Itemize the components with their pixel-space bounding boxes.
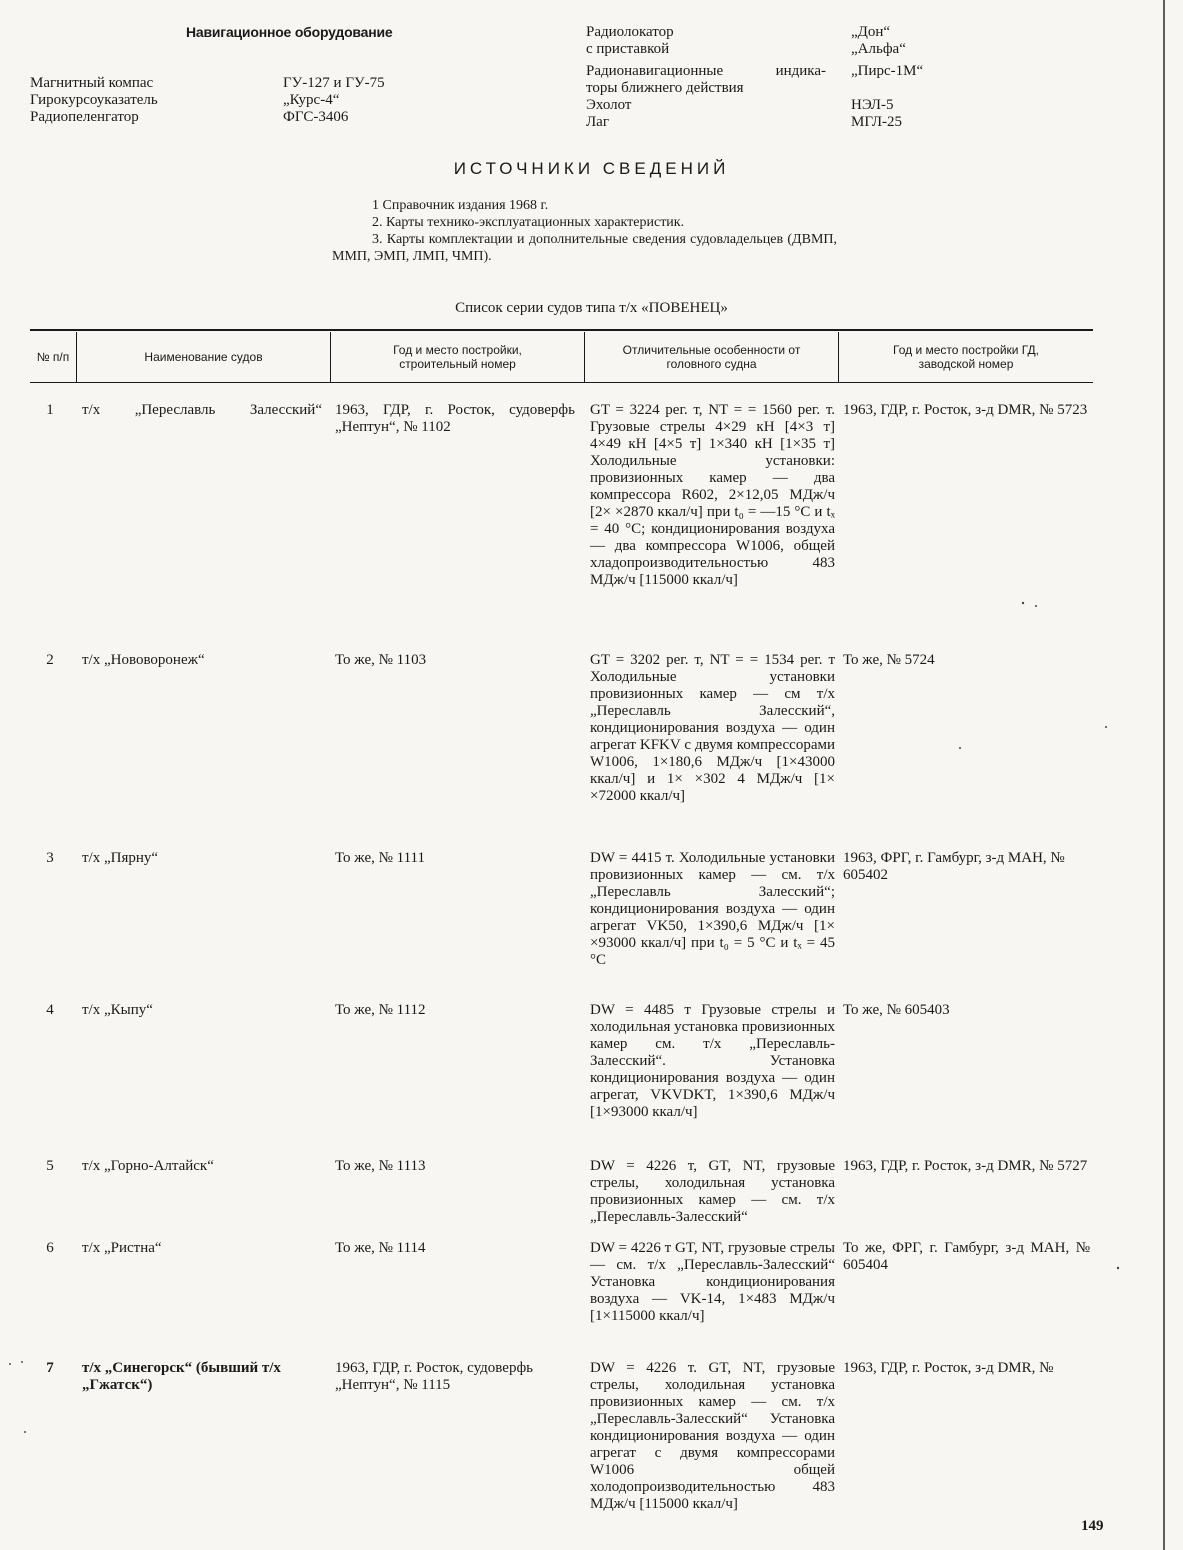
row-5-num: 5: [46, 1158, 54, 1174]
row-2-build: То же, № 1103: [335, 652, 427, 668]
nav-equipment-heading: Навигационное оборудование: [186, 24, 393, 40]
row-5-engine: 1963, ГДР, г. Росток, з-д DMR, № 5727: [843, 1158, 1088, 1174]
nav-right-name-1: Радиолокатор: [586, 24, 674, 40]
nav-right-value-1: „Дон“: [851, 24, 891, 40]
row-6-num: 6: [46, 1240, 54, 1256]
row-3-engine: 1963, ФРГ, г. Гамбург, з-д МАН, № 605402: [843, 850, 1065, 883]
row-5-build: То же, № 1113: [335, 1158, 426, 1174]
nav-left-value-1: ГУ-127 и ГУ-75: [283, 75, 385, 91]
row-1-engine: 1963, ГДР, г. Росток, з-д DMR, № 5723: [843, 402, 1088, 418]
sources-title: ИСТОЧНИКИ СВЕДЕНИЙ: [453, 159, 730, 178]
row-3-build: То же, № 1111: [335, 850, 425, 866]
row-3-num: 3: [46, 850, 54, 866]
source-item-3: 3. Карты комплектации и дополнительные сведения судовладельцев (ДВМП, ММП, ЭМП, ЛМП, ЧМП).: [332, 232, 837, 264]
row-3-name: т/х „Пярну“: [82, 850, 159, 866]
nav-right-name-4: торы ближнего действия: [586, 80, 744, 96]
row-1-build: 1963, ГДР, г. Росток, судоверфь „Нептун“, № 1102: [335, 402, 575, 435]
row-1-name: т/х „Переславль Залесский“: [82, 402, 322, 418]
table-title: Список серии судов типа т/х «ПОВЕНЕЦ»: [455, 300, 728, 316]
nav-right-name-6: Лаг: [586, 114, 609, 130]
row-7-engine: 1963, ГДР, г. Росток, з-д DMR, №: [843, 1360, 1054, 1376]
header-diff: Отличительные особенности от головного судна: [622, 343, 801, 371]
row-7-build: 1963, ГДР, г. Росток, судоверфь „Нептун“, № 1115: [335, 1360, 534, 1393]
nav-left-value-2: „Курс-4“: [283, 92, 340, 108]
header-build: Год и место постройки, строительный номер: [393, 343, 522, 371]
row-4-num: 4: [46, 1002, 54, 1018]
row-5-diff: DW = 4226 т, GT, NT, грузовые стрелы, холодильная установка провизионных камер — см. т/х „Переславль-Залесский“: [590, 1158, 835, 1225]
nav-right-name-5: Эхолот: [586, 97, 632, 113]
nav-right-value-2: „Альфа“: [851, 41, 906, 57]
row-2-name: т/х „Нововоронеж“: [82, 652, 205, 668]
row-6-engine: То же, ФРГ, г. Гамбург, з-д МАН, № 605404: [843, 1240, 1090, 1273]
header-name: Наименование судов: [144, 350, 263, 364]
row-4-name: т/х „Кыпу“: [82, 1002, 153, 1018]
row-6-diff: DW = 4226 т GT, NT, грузовые стрелы — см. т/х „Переславль-Залесский“ Установка кондиционирования воздуха — VK-14, 1×483 МДж/ч [1×115000 ккал/ч]: [590, 1240, 835, 1324]
row-2-diff: GT = 3202 рег. т, NT = = 1534 рег. т Холодильные установки провизионных камер — см т/х „Переславль Залесский“, кондиционирования воздуха — один агрегат KFKV с двумя компрессорами W1006, 1×180,6 МДж/ч [1×43000 ккал/ч] и 1× ×302 4 МДж/ч [1× ×72000 ккал/ч]: [590, 652, 835, 804]
row-4-build: То же, № 1112: [335, 1002, 426, 1018]
nav-right-value-6: МГЛ-25: [851, 114, 903, 130]
row-3-diff: DW = 4415 т. Холодильные установки провизионных камер — см. т/х „Переславль Залесский“; кондиционирования воздуха — один агрегат VK50, 1×390,6 МДж/ч [1× ×93000 ккал/ч] при t₀ = 5 °С и tₓ = 45 °С: [590, 850, 835, 968]
page-number: 149: [1081, 1518, 1104, 1534]
row-7-diff: DW = 4226 т. GT, NT, грузовые стрелы, холодильная установка провизионных камер — см. т/х „Переславль-Залесский“ Установка кондиционирования воздуха — один агрегат с двумя компрессорами W1006 общей холодопроизводительностью 483 МДж/ч [115000 ккал/ч]: [590, 1360, 835, 1512]
row-5-name: т/х „Горно-Алтайск“: [82, 1158, 214, 1174]
row-2-engine: То же, № 5724: [843, 652, 935, 668]
row-2-num: 2: [46, 652, 54, 668]
row-4-diff: DW = 4485 т Грузовые стрелы и холодильная установка провизионных камер см. т/х „Переславль-Залесский“. Установка кондиционирования воздуха — один агрегат, VKVDKT, 1×390,6 МДж/ч [1×93000 ккал/ч]: [590, 1002, 835, 1120]
nav-left-name-1: Магнитный компас: [30, 75, 154, 91]
nav-right-value-3: „Пирс-1М“: [851, 63, 924, 79]
nav-left-value-3: ФГС-3406: [283, 109, 349, 125]
row-6-name: т/х „Ристна“: [82, 1240, 162, 1256]
source-item-2: 2. Карты технико-эксплуатационных характеристик.: [372, 215, 685, 230]
row-6-build: То же, № 1114: [335, 1240, 426, 1256]
header-num: № п/п: [36, 350, 70, 364]
nav-right-name-3: Радионавигационные индика-: [586, 63, 826, 79]
row-7-name: т/х „Синегорск“ (бывший т/х „Гжатск“): [82, 1360, 281, 1393]
source-item-1: 1 Справочник издания 1968 г.: [372, 198, 549, 213]
header-engine: Год и место постройки ГД, заводской номер: [893, 343, 1039, 371]
row-4-engine: То же, № 605403: [843, 1002, 950, 1018]
row-1-diff: GT = 3224 рег. т, NT = = 1560 рег. т. Грузовые стрелы 4×29 кН [4×3 т] 4×49 кН [4×5 т] 1×340 кН [1×35 т] Холодильные установки: провизионных камер — два компрессора R602, 2×12,05 МДж/ч [2× ×2870 ккал/ч] при t₀ = —15 °С и tₓ = 40 °С; кондиционирования воздуха — два компрессора W1006, общей хладопроизводительностью 483 МДж/ч [115000 ккал/ч]: [590, 402, 835, 588]
row-7-num: 7: [46, 1360, 54, 1376]
nav-right-value-5: НЭЛ-5: [851, 97, 894, 113]
nav-left-name-3: Радиопеленгатор: [30, 109, 139, 125]
row-1-num: 1: [46, 402, 54, 418]
nav-right-name-2: с приставкой: [586, 41, 670, 57]
nav-left-name-2: Гирокурсоуказатель: [30, 92, 158, 108]
